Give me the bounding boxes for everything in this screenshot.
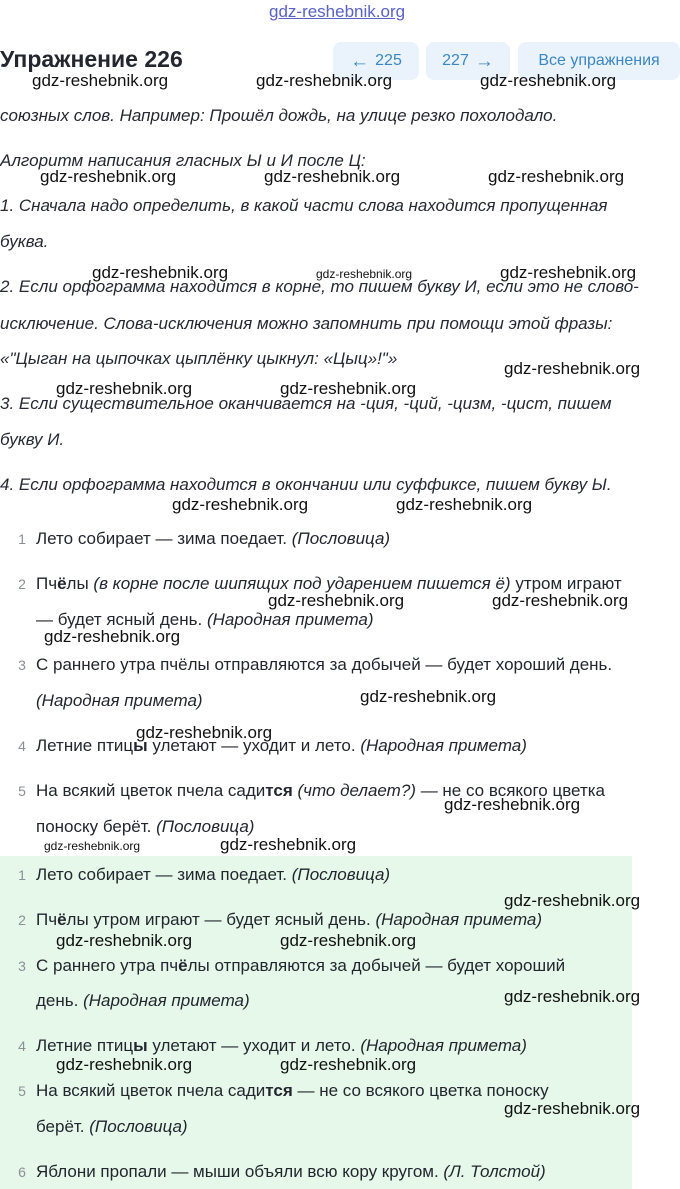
item-number: 6 (18, 1164, 26, 1180)
watermark: gdz-reshebnik.org (136, 723, 273, 742)
watermark: gdz-reshebnik.org (500, 263, 637, 282)
watermark: gdz-reshebnik.org (40, 167, 177, 186)
watermark: gdz-reshebnik.org (396, 495, 533, 514)
watermark: gdz-reshebnik.org (56, 931, 193, 950)
all-exercises-label: Все упражнения (538, 52, 660, 69)
watermark: gdz-reshebnik.org (504, 1099, 641, 1118)
watermark: gdz-reshebnik.org (172, 495, 309, 514)
watermark: gdz-reshebnik.org (44, 627, 181, 646)
watermark: gdz-reshebnik.org (256, 71, 393, 90)
task-item-line: С раннего утра пчёлы отправляются за добычей — будет хороший день. (36, 655, 613, 674)
watermark: gdz-reshebnik.org (268, 591, 405, 610)
watermark: gdz-reshebnik.org (504, 987, 641, 1006)
watermark: gdz-reshebnik.org (32, 71, 169, 90)
intro-line: исключение. Слова-исключения можно запомнить при помощи этой фразы: (0, 314, 613, 333)
watermark: gdz-reshebnik.org (480, 71, 617, 90)
watermark: gdz-reshebnik.org (504, 891, 641, 910)
watermark: gdz-reshebnik.org (44, 839, 141, 853)
intro-line: 4. Если орфограмма находится в окончании или суффиксе, пишем букву Ы. (0, 475, 612, 494)
watermark: gdz-reshebnik.org (280, 931, 417, 950)
task-item-line: поноску берёт. (Пословица) (36, 817, 255, 836)
answer-item-line: Пчёлы утром играют — будет ясный день. (Народная примета) (36, 910, 543, 929)
task-item-line: Пчёлы (в корне после шипящих под ударением пишется ё) утром играют (36, 574, 622, 593)
answer-item-line: С раннего утра пчёлы отправляются за добычей — будет хороший (36, 956, 566, 975)
item-number: 4 (18, 738, 26, 754)
watermark: gdz-reshebnik.org (316, 267, 413, 281)
watermark: gdz-reshebnik.org (488, 167, 625, 186)
answer-item-line: Яблони пропали — мыши объяли всю кору кругом. (Л. Толстой) (36, 1162, 546, 1181)
watermark: gdz-reshebnik.org (360, 687, 497, 706)
task-item-line: Летние птицы улетают — уходит и лето. (Народная примета) (36, 736, 527, 755)
item-number: 3 (18, 657, 26, 673)
watermark: gdz-reshebnik.org (56, 1055, 193, 1074)
watermark: gdz-reshebnik.org (444, 795, 581, 814)
answer-item-line: На всякий цветок пчела садится — не со всякого цветка поноску (36, 1081, 549, 1100)
intro-line: буква. (0, 232, 49, 251)
answer-item-line: Лето собирает — зима поедает. (Пословица) (36, 865, 391, 884)
intro-line: «"Цыган на цыпочках цыплёнку цыкнул: «Цыц»!"» (0, 349, 398, 368)
item-number: 5 (18, 1083, 26, 1099)
watermark: gdz-reshebnik.org (220, 835, 357, 854)
answer-item-line: Летние птицы улетают — уходит и лето. (Народная примета) (36, 1036, 527, 1055)
intro-line: букву И. (0, 430, 65, 449)
top-watermark-link[interactable]: gdz-reshebnik.org (269, 2, 406, 21)
page-title: Упражнение 226 (0, 46, 183, 72)
watermark: gdz-reshebnik.org (504, 359, 641, 378)
item-number: 2 (18, 576, 26, 592)
watermark: gdz-reshebnik.org (280, 1055, 417, 1074)
intro-line: Алгоритм написания гласных Ы и И после Ц: (0, 151, 366, 170)
watermark: gdz-reshebnik.org (492, 591, 629, 610)
watermark: gdz-reshebnik.org (280, 379, 417, 398)
intro-line: 3. Если существительное оканчивается на -ция, -ций, -цизм, -цист, пишем (0, 394, 612, 413)
intro-line: 1. Сначала надо определить, в какой части слова находится пропущенная (0, 196, 608, 215)
watermark: gdz-reshebnik.org (56, 379, 193, 398)
item-number: 1 (18, 867, 26, 883)
task-item-line: Лето собирает — зима поедает. (Пословица) (36, 529, 391, 548)
task-item-line: На всякий цветок пчела садится (что делает?) — не со всякого цветка (36, 781, 606, 800)
answer-item-line: день. (Народная примета) (36, 991, 250, 1010)
item-number: 1 (18, 531, 26, 547)
answer-item-line: берёт. (Пословица) (36, 1117, 188, 1136)
intro-line: союзных слов. Например: Прошёл дождь, на улице резко похолодало. (0, 106, 558, 125)
task-item-line: (Народная примета) (36, 691, 203, 710)
next-exercise-label: 227 (442, 52, 469, 69)
watermark: gdz-reshebnik.org (92, 263, 229, 282)
prev-exercise-label: 225 (375, 52, 402, 69)
item-number: 5 (18, 783, 26, 799)
arrow-right-icon: → (474, 50, 494, 72)
intro-line: 2. Если орфограмма находится в корне, то пишем букву И, если это не слово- (0, 277, 639, 296)
task-item-line: — будет ясный день. (Народная примета) (36, 610, 374, 629)
item-number: 3 (18, 958, 26, 974)
watermark: gdz-reshebnik.org (264, 167, 401, 186)
item-number: 2 (18, 912, 26, 928)
item-number: 4 (18, 1038, 26, 1054)
arrow-left-icon: ← (350, 50, 370, 72)
